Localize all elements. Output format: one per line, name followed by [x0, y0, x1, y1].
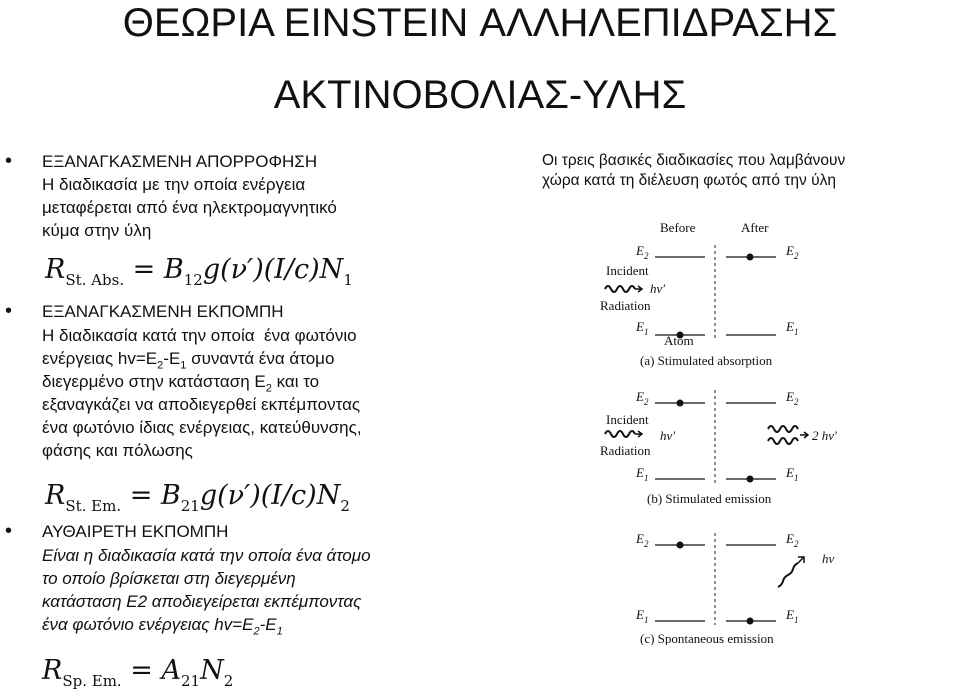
svg-text:E1: $E_1$: [786, 319, 799, 337]
bullet-icon: •: [5, 520, 13, 542]
section2-line3: διεγερμένο στην κατάσταση $E_2$ και το: [42, 372, 320, 395]
section2-line2: ενέργειας $hv=E_2-E_1$ συναντά ένα άτομο: [42, 349, 335, 372]
svg-text:Radiation: Radiation: [600, 298, 651, 313]
svg-text:E1: $E_1$: [636, 319, 649, 337]
arrow-icon: [800, 432, 808, 438]
atom-excited-dot: [677, 400, 684, 407]
section1-line2: μεταφέρεται από ένα ηλεκτρομαγνητικό: [42, 198, 337, 217]
section2-line5: ένα φωτόνιο ίδιας ενέργειας, κατεύθυνσης,: [42, 418, 362, 437]
section3-line3: κατάσταση Ε2 αποδιεγείρεται εκπέμποντας: [42, 592, 362, 611]
bullet-icon: •: [5, 300, 13, 322]
section3-line4: ένα φωτόνιο ενέργειας $hv=E_2-E_1$: [42, 615, 283, 638]
svg-text:2 hν′: 2 hν′: [812, 428, 837, 443]
bullet-icon: •: [5, 150, 13, 172]
after-label: After: [741, 220, 769, 235]
formula-spontaneous-emission: $R_{Sp. Em.} = A_{21}N_2$: [42, 655, 234, 690]
svg-text:E1: $E_1$: [786, 465, 799, 483]
einstein-processes-diagram: [590, 215, 880, 645]
svg-text:hν′: hν′: [650, 281, 666, 296]
svg-text:E1: $E_1$: [636, 607, 649, 625]
atom-excited-dot: [747, 254, 754, 261]
caption-c: (c) Spontaneous emission: [640, 631, 774, 645]
svg-text:Radiation: Radiation: [600, 443, 651, 458]
section2-line4: εξαναγκάζει να αποδιεγερθεί εκπέμποντας: [42, 395, 361, 414]
section3-heading: ΑΥΘΑΙΡΕΤΗ ΕΚΠΟΜΠΗ: [42, 522, 229, 541]
svg-text:Incident: Incident: [606, 412, 649, 427]
wave-icon: [768, 426, 798, 432]
diagram-caption: Οι τρεις βασικές διαδικασίες που λαμβάνουν χώρα κατά τη διέλευση φωτός από την ύλη: [542, 152, 846, 189]
svg-text:E2: $E_2$: [786, 389, 799, 407]
svg-text:E2: $E_2$: [636, 531, 649, 549]
svg-text:E2: $E_2$: [786, 243, 799, 261]
arrow-icon: [635, 286, 642, 292]
caption-a: (a) Stimulated absorption: [640, 353, 773, 368]
arrow-icon: [798, 557, 804, 563]
page-title-line1: ΘΕΩΡΙΑ EINSTEIN ΑΛΛΗΛΕΠΙΔΡΑΣΗΣ: [122, 1, 838, 45]
wave-icon: [768, 438, 798, 444]
panel-spontaneous-emission: [635, 531, 835, 645]
section3-line2: το οποίο βρίσκεται στη διεγερμένη: [42, 569, 296, 588]
panel-stimulated-absorption: [600, 243, 799, 368]
svg-text:E1: $E_1$: [636, 465, 649, 483]
svg-text:hν: hν: [822, 551, 835, 566]
section2-heading: ΕΞΑΝΑΓΚΑΣΜΕΝΗ ΕΚΠΟΜΠΗ: [42, 302, 284, 321]
svg-text:hν′: hν′: [660, 428, 676, 443]
svg-text:E2: $E_2$: [636, 389, 649, 407]
wave-icon: [778, 563, 798, 587]
atom-ground-dot: [747, 476, 754, 483]
formula-stimulated-absorption: $R_{St. Abs.} = B_{12}g(\nu')(I/c)N_1$: [45, 254, 353, 289]
formula-stimulated-emission: $R_{St. Em.} = B_{21}g(\nu')(I/c)N_2$: [45, 480, 350, 515]
wave-icon: [605, 286, 635, 292]
section3-line1: Είναι η διαδικασία κατά την οποία ένα άτομο: [42, 546, 371, 565]
arrow-icon: [635, 431, 642, 437]
caption-b: (b) Stimulated emission: [647, 491, 772, 506]
section1-line3: κύμα στην ύλη: [42, 221, 152, 240]
panel-stimulated-emission: [600, 389, 837, 506]
section2-line1: Η διαδικασία κατά την οποία ένα φωτόνιο: [42, 326, 357, 345]
section2-line6: φάσης και πόλωσης: [42, 441, 193, 460]
atom-excited-dot: [677, 542, 684, 549]
page-title-line2: ΑΚΤΙΝΟΒΟΛΙΑΣ-ΥΛΗΣ: [273, 73, 687, 117]
svg-text:E2: $E_2$: [786, 531, 799, 549]
before-label: Before: [660, 220, 696, 235]
atom-ground-dot: [747, 618, 754, 625]
svg-text:Incident: Incident: [606, 263, 649, 278]
section1-heading: ΕΞΑΝΑΓΚΑΣΜΕΝΗ ΑΠΟΡΡΟΦΗΣΗ: [42, 152, 318, 171]
section1-line1: Η διαδικασία με την οποία ενέργεια: [42, 175, 306, 194]
svg-text:E2: $E_2$: [636, 243, 649, 261]
wave-icon: [605, 431, 635, 437]
svg-text:Atom: Atom: [664, 333, 694, 348]
svg-text:E1: $E_1$: [786, 607, 799, 625]
